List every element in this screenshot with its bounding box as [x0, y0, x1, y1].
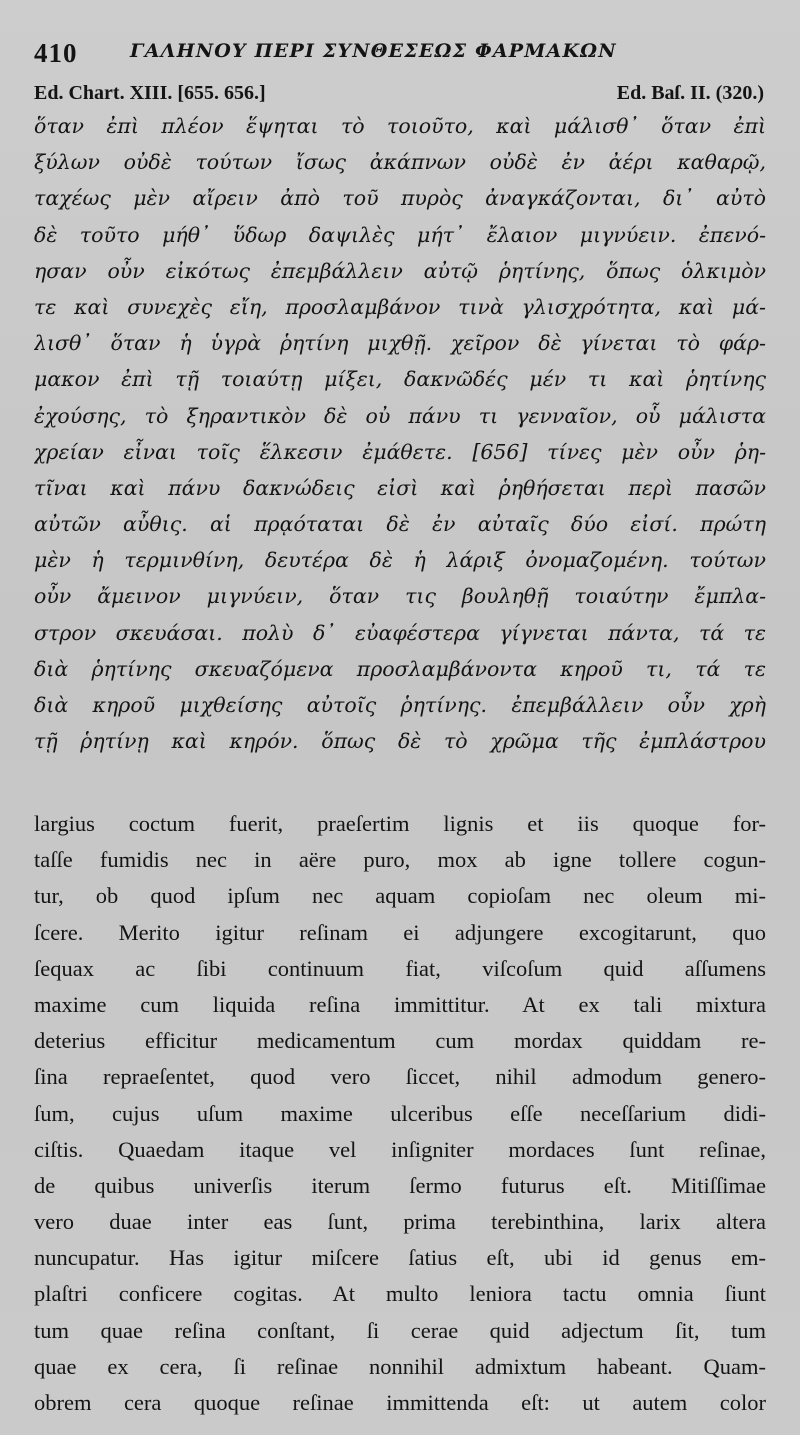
greek-line: διὰ κηροῦ μιχθείσης αὐτοῖς ῥητίνης. ἐπεμβάλλειν οὖν χρὴ — [34, 693, 766, 717]
greek-line: μὲν ἡ τερμινθίνη, δευτέρα δὲ ἡ λάριξ ὀνομαζομένη. τούτων — [34, 548, 766, 573]
latin-line: nuncupatur. Has igitur miſcere ſatius eſt, ubi id genus em- — [34, 1245, 766, 1271]
edition-references — [34, 82, 764, 110]
greek-line: τῇ ῥητίνῃ καὶ κηρόν. ὅπως δὲ τὸ χρῶμα τῆς ἐμπλάστρου — [34, 729, 766, 754]
latin-line: quae ex cera, ſi reſinae nonnihil admixtum habeant. Quam- — [34, 1353, 766, 1379]
running-title: ΓΑΛΗΝΟΥ ΠΕΡΙ ΣΥΝΘΕΣΕΩΣ ΦΑΡΜΑΚΩΝ — [130, 40, 617, 62]
greek-line: στρον σκευάσαι. πολὺ δ᾽ εὐαφέστερα γίγνεται πάντα, τά τε — [34, 620, 766, 645]
page-number: 410 — [34, 38, 78, 68]
latin-line: maxime cum liquida reſina immittitur. At ex tali mixtura — [34, 991, 766, 1017]
greek-line: ησαν οὖν εἰκότως ἐπεμβάλλειν αὐτῷ ῥητίνης, ὅπως ὁλκιμὸν — [34, 258, 766, 283]
latin-line: de quibus univerſis iterum ſermo futurus eſt. Mitiſſimae — [34, 1172, 766, 1198]
latin-line: plaſtri conficere cogitas. At multo leniora tactu omnia ſiunt — [34, 1281, 766, 1307]
latin-line: tur, ob quod ipſum nec aquam copioſam nec oleum mi- — [34, 883, 766, 909]
latin-line: deterius efficitur medicamentum cum mordax quiddam re- — [34, 1028, 766, 1054]
latin-line: obrem cera quoque reſinae immittenda eſt: ut autem color — [34, 1390, 766, 1415]
greek-line: ἐχούσης, τὸ ξηραντικὸν δὲ οὐ πάνυ τι γενναῖον, οὗ μάλιστα — [34, 403, 766, 428]
greek-line: δὲ τοῦτο μήθ᾽ ὕδωρ δαψιλὲς μήτ᾽ ἔλαιον μιγνύειν. ἐπενό- — [34, 222, 766, 247]
greek-line: τε καὶ συνεχὲς εἴη, προσλαμβάνον τινὰ γλισχρότητα, καὶ μά- — [34, 294, 766, 319]
greek-line: οὖν ἄμεινον μιγνύειν, ὅταν τις βουληθῇ τοιαύτην ἔμπλα- — [34, 584, 766, 609]
latin-text-block — [34, 806, 766, 1421]
greek-text-block — [34, 108, 766, 759]
edition-reference-chartier: Ed. Chart. XIII. [655. 656.] — [34, 82, 266, 104]
page-header — [34, 34, 774, 70]
greek-line: λισθ᾽ ὅταν ἡ ὑγρὰ ῥητίνη μιχθῇ. χεῖρον δὲ γίνεται τὸ φάρ- — [34, 331, 766, 356]
latin-line: ſcere. Merito igitur reſinam ei adjungere excogitarunt, quo — [34, 919, 766, 945]
latin-line: ciſtis. Quaedam itaque vel inſigniter mordaces ſunt reſinae, — [34, 1136, 766, 1162]
greek-line: τῖναι καὶ πάνυ δακνώδεις εἰσὶ καὶ ῥηθήσεται περὶ πασῶν — [34, 475, 766, 500]
greek-line: μακον ἐπὶ τῇ τοιαύτῃ μίξει, δακνῶδές μέν τι καὶ ῥητίνης — [34, 367, 766, 392]
greek-line: ξύλων οὐδὲ τούτων ἴσως ἀκάπνων οὐδὲ ἐν ἀέρι καθαρῷ, — [34, 150, 766, 175]
greek-line: ταχέως μὲν αἴρειν ἀπὸ τοῦ πυρὸς ἀναγκάζονται, δι᾽ αὐτὸ — [34, 186, 766, 211]
edition-reference-basel: Ed. Baſ. II. (320.) — [616, 82, 764, 104]
latin-line: largius coctum fuerit, praeſertim lignis et iis quoque for- — [34, 811, 766, 836]
greek-line: χρείαν εἶναι τοῖς ἕλκεσιν ἐμάθετε. [656] τίνες μὲν οὖν ῥη- — [34, 439, 766, 464]
greek-line: ὅταν ἐπὶ πλέον ἕψηται τὸ τοιοῦτο, καὶ μάλισθ᾽ ὅταν ἐπὶ — [34, 114, 766, 138]
latin-line: taſſe fumidis nec in aëre puro, mox ab igne tollere cogun- — [34, 847, 766, 873]
latin-line: ſequax ac ſibi continuum fiat, viſcoſum quid aſſumens — [34, 955, 766, 981]
greek-line: αὐτῶν αὖθις. αἱ πρᾳόταται δὲ ἐν αὐταῖς δύο εἰσί. πρώτη — [34, 512, 766, 537]
latin-line: ſum, cujus uſum maxime ulceribus eſſe neceſſarium didi- — [34, 1100, 766, 1126]
latin-line: ſina repraeſentet, quod vero ſiccet, nihil admodum genero- — [34, 1064, 766, 1090]
latin-line: vero duae inter eas ſunt, prima terebinthina, larix altera — [34, 1209, 766, 1235]
greek-line: διὰ ῥητίνης σκευαζόμενα προσλαμβάνοντα κηροῦ τι, τά τε — [34, 656, 766, 681]
latin-line: tum quae reſina conſtant, ſi cerae quid adjectum ſit, tum — [34, 1317, 766, 1343]
